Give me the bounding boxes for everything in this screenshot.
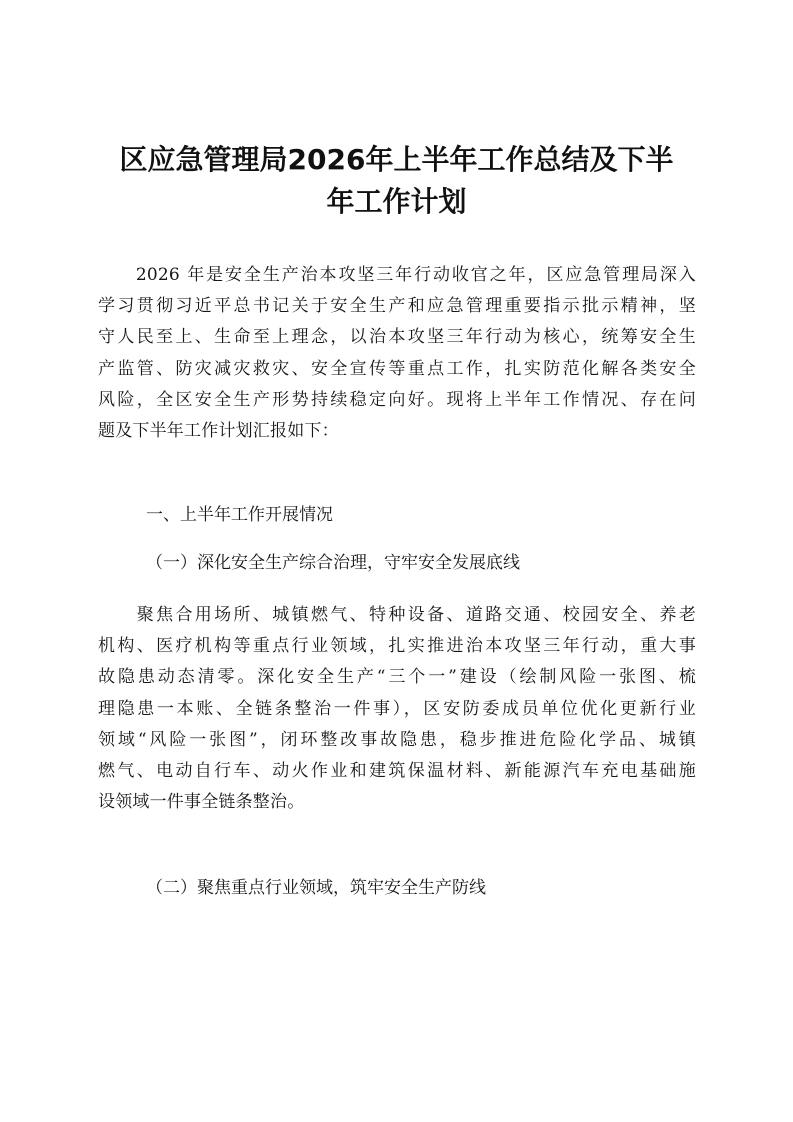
document-title-line-1: 区应急管理局2026年上半年工作总结及下半 — [119, 143, 674, 176]
paragraph-line: 理隐患一本账、全链条整治一件事），区安防委成员单位优化更新行业 — [98, 698, 696, 719]
paragraph-line: 领域“风险一张图”，闭环整改事故隐患，稳步推进危险化学品、城镇 — [98, 729, 696, 750]
paragraph-line: 燃气、电动自行车、动火作业和建筑保温材料、新能源汽车充电基础施 — [98, 761, 696, 782]
intro-line: 题及下半年工作计划汇报如下： — [98, 421, 339, 442]
intro-line: 产监管、防灾减灾救灾、安全宣传等重点工作，扎实防范化解各类安全 — [98, 358, 696, 379]
intro-line: 风险，全区安全生产形势持续稳定向好。现将上半年工作情况、存在问 — [98, 389, 696, 410]
subsection-1-paragraph — [98, 600, 696, 818]
section-heading-1: 一、上半年工作开展情况 — [146, 505, 333, 525]
subsection-heading-2: （二）聚焦重点行业领域，筑牢安全生产防线 — [146, 878, 486, 898]
document-title-line-2: 年工作计划 — [326, 185, 467, 218]
subsection-heading-1: （一）深化安全生产综合治理，守牢安全发展底线 — [146, 553, 520, 573]
intro-paragraph — [98, 260, 696, 447]
paragraph-line: 机构、医疗机构等重点行业领域，扎实推进治本攻坚三年行动，重大事 — [98, 636, 696, 657]
intro-line: 2026 年是安全生产治本攻坚三年行动收官之年，区应急管理局深入 — [98, 265, 696, 285]
paragraph-line: 设领域一件事全链条整治。 — [98, 792, 305, 813]
intro-line: 守人民至上、生命至上理念，以治本攻坚三年行动为核心，统筹安全生 — [98, 327, 696, 348]
intro-line: 学习贯彻习近平总书记关于安全生产和应急管理重要指示批示精神，坚 — [98, 296, 696, 317]
paragraph-line: 故隐患动态清零。深化安全生产“三个一”建设（绘制风险一张图、梳 — [98, 667, 696, 688]
paragraph-line: 聚焦合用场所、城镇燃气、特种设备、道路交通、校园安全、养老 — [98, 605, 696, 625]
